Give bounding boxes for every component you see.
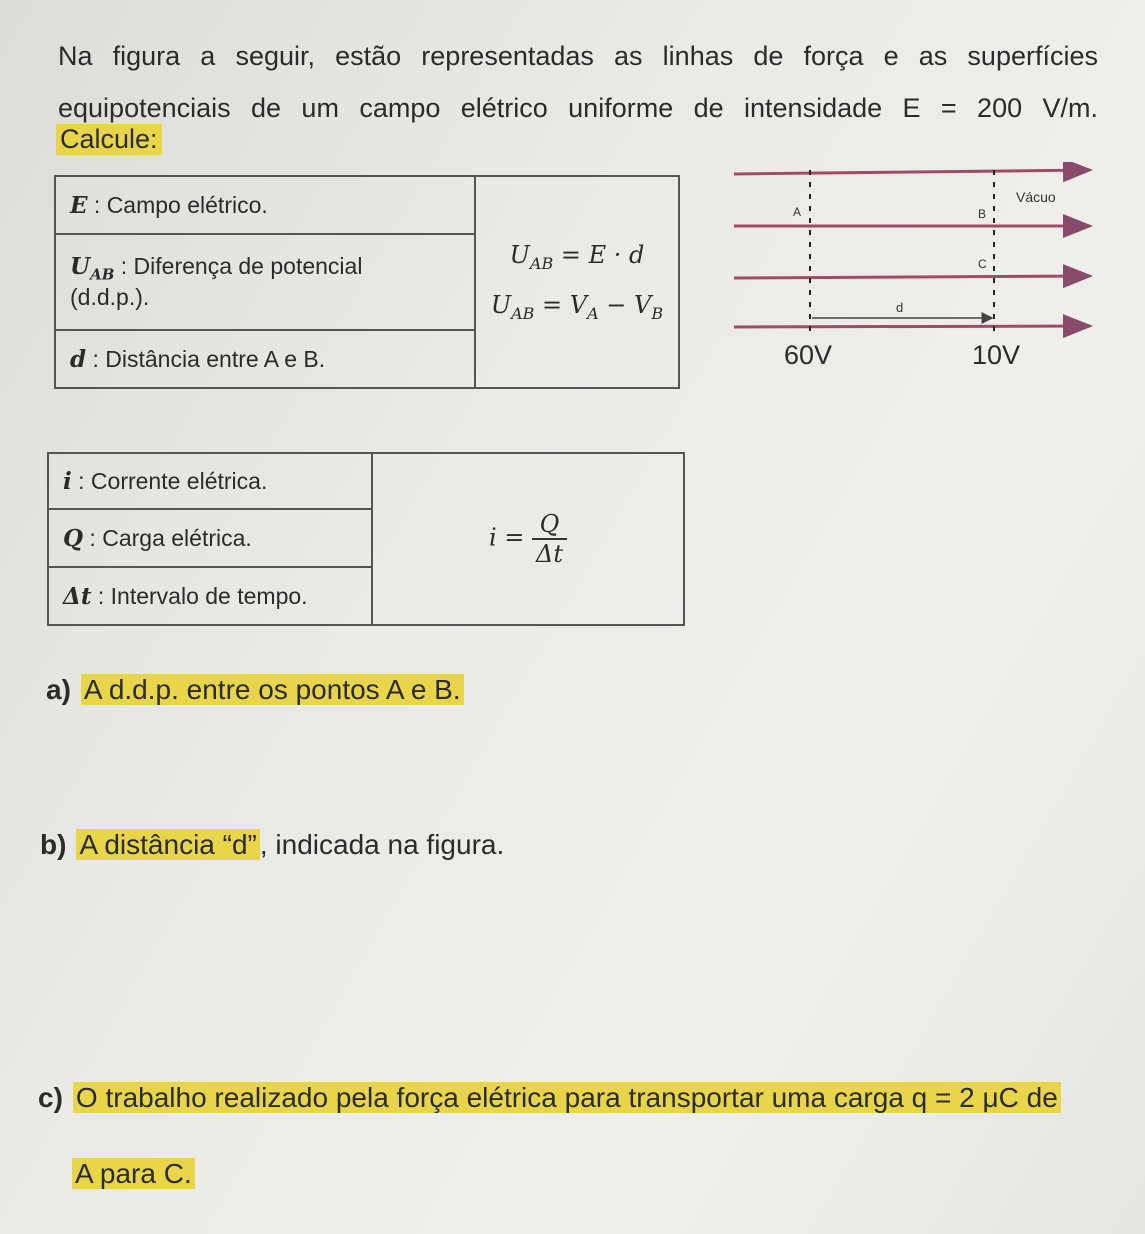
label-c: C: [978, 257, 987, 271]
formula-table-current: [47, 452, 685, 626]
intro-line-1: Na figura a seguir, estão representadas as linhas de força e as superfícies: [58, 41, 1098, 71]
label-60v: 60V: [784, 340, 833, 370]
label-a: A: [793, 205, 802, 219]
label-vacuo: Vácuo: [1016, 189, 1056, 205]
field-diagram: [728, 162, 1098, 377]
label-b: B: [978, 207, 987, 221]
row-intervalo: Δt : Intervalo de tempo.: [48, 567, 372, 625]
field-line-4: [734, 326, 1090, 327]
question-a: a) A d.d.p. entre os pontos A e B.: [46, 674, 464, 706]
label-10v: 10V: [972, 340, 1021, 370]
question-b: b) A distância “d” , indicada na figura.: [40, 829, 505, 860]
formula-cell-uab: $U_{AB} = E \cdot d$ $U_{AB} = V_A - V_B$: [475, 176, 679, 388]
row-corrente: i : Corrente elétrica.: [48, 453, 372, 509]
question-c: c) O trabalho realizado pela força elétrica para transportar uma carga q = 2 μC de: [38, 1082, 1128, 1114]
row-diferenca-potencial: $U_{AB}$ : Diferença de potencial (d.d.p.).: [55, 234, 475, 330]
question-c-continued: A para C.: [72, 1158, 195, 1190]
intro-text: [58, 30, 1098, 134]
field-line-3: [734, 276, 1090, 278]
field-line-1: [734, 170, 1090, 174]
calcule-heading: Calcule:: [56, 124, 162, 155]
row-distancia: d : Distância entre A e B.: [55, 330, 475, 388]
row-campo-eletrico: E : Campo elétrico.: [55, 176, 475, 234]
fraction: $\frac{Q}{\Delta t}$: [532, 510, 567, 568]
intro-line-2: equipotenciais de um campo elétrico uniforme de intensidade E = 200 V/m.: [58, 93, 1098, 123]
row-carga: Q : Carga elétrica.: [48, 509, 372, 567]
formula-cell-current: i = $\frac{Q}{\Delta t}$: [372, 453, 684, 625]
formula-table-potential: [54, 175, 680, 389]
label-d: d: [896, 300, 904, 315]
